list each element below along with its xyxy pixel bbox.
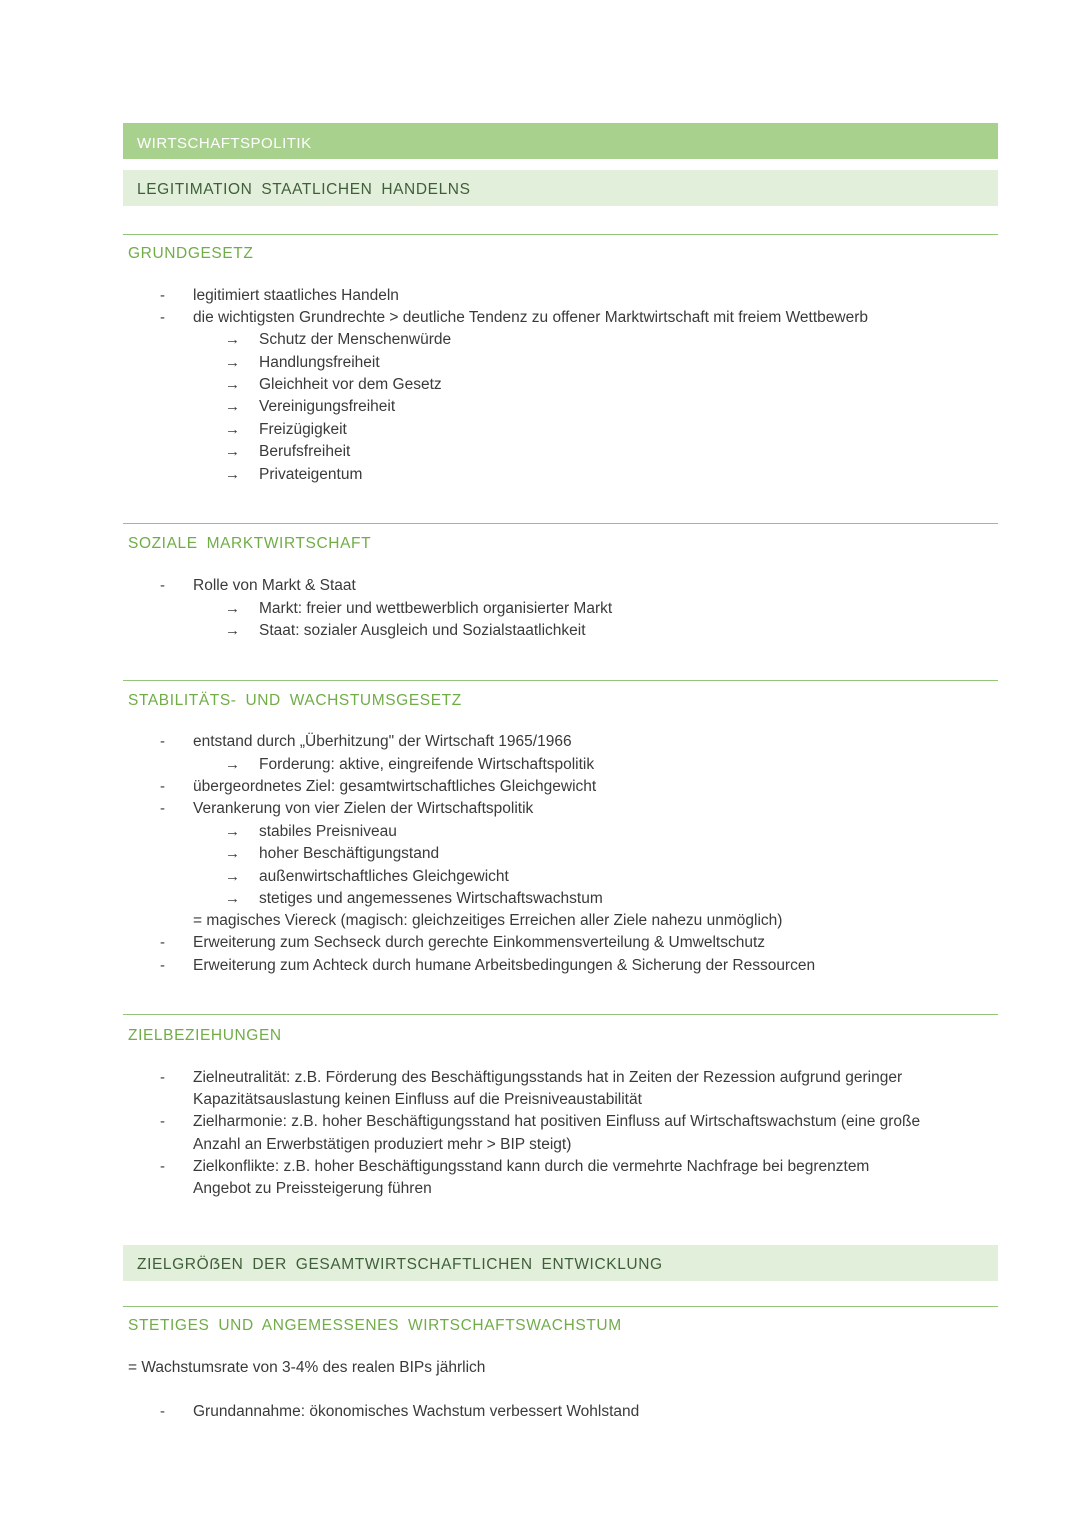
section-rule: [123, 234, 998, 235]
arrow-icon: →: [225, 376, 240, 393]
bullet-dash: -: [160, 934, 165, 951]
bullet-text: entstand durch „Überhitzung" der Wirtschaft 1965/1966: [193, 733, 572, 750]
section-title-zielbeziehungen: ZIELBEZIEHUNGEN: [128, 1027, 282, 1044]
bullet-text: Zielneutralität: z.B. Förderung des Beschäftigungsstands hat in Zeiten der Rezession aufgrund geringer: [193, 1069, 903, 1086]
bullet-text: Zielharmonie: z.B. hoher Beschäftigungsstand hat positiven Einfluss auf Wirtschaftswachstum (eine große: [193, 1113, 921, 1130]
sub-bullet-text: Schutz der Menschenwürde: [259, 331, 452, 348]
main-banner: [123, 123, 998, 159]
section-title-soziale-marktwirtschaft: SOZIALE MARKTWIRTSCHAFT: [128, 535, 372, 552]
bullet-dash: -: [160, 1113, 165, 1130]
sub-bullet-text: Handlungsfreiheit: [259, 354, 380, 371]
sub-banner-zielgroessen-title: ZIELGRÖẞEN DER GESAMTWIRTSCHAFTLICHEN ENTWICKLUNG: [137, 1256, 663, 1273]
arrow-icon: →: [225, 823, 240, 840]
magic-square-note: = magisches Viereck (magisch: gleichzeitiges Erreichen aller Ziele nahezu unmöglich): [193, 912, 783, 929]
arrow-icon: →: [225, 398, 240, 415]
bullet-text: Rolle von Markt & Staat: [193, 577, 356, 594]
sub-banner-legitimation: [123, 170, 998, 206]
sub-bullet-text: stetiges und angemessenes Wirtschaftswachstum: [259, 890, 603, 907]
section-title-stabilitaetsgesetz: STABILITÄTS- UND WACHSTUMSGESETZ: [128, 692, 462, 709]
sub-bullet-text: hoher Beschäftigungstand: [259, 845, 440, 862]
bullet-text: übergeordnetes Ziel: gesamtwirtschaftliches Gleichgewicht: [193, 778, 597, 795]
section-rule: [123, 680, 998, 681]
bullet-dash: -: [160, 309, 165, 326]
arrow-icon: →: [225, 890, 240, 907]
bullet-dash: -: [160, 1158, 165, 1175]
arrow-icon: →: [225, 600, 240, 617]
bullet-text-continued: Anzahl an Erwerbstätigen produziert mehr > BIP steigt): [193, 1136, 572, 1153]
sub-banner-zielgroessen: [123, 1245, 998, 1281]
arrow-icon: →: [225, 622, 240, 639]
sub-bullet-text: Freizügigkeit: [259, 421, 347, 438]
bullet-text-continued: Kapazitätsauslastung keinen Einfluss auf die Preisniveaustabilität: [193, 1091, 642, 1108]
sub-bullet-text: außenwirtschaftliches Gleichgewicht: [259, 868, 509, 885]
sub-bullet-text: Gleichheit vor dem Gesetz: [259, 376, 442, 393]
bullet-dash: -: [160, 1403, 165, 1420]
section-title-wirtschaftswachstum: STETIGES UND ANGEMESSENES WIRTSCHAFTSWACHSTUM: [128, 1317, 622, 1334]
sub-bullet-text: Staat: sozialer Ausgleich und Sozialstaatlichkeit: [259, 622, 586, 639]
growth-rate-definition: = Wachstumsrate von 3-4% des realen BIPs jährlich: [128, 1359, 486, 1376]
bullet-text: Erweiterung zum Sechseck durch gerechte Einkommensverteilung & Umweltschutz: [193, 934, 766, 951]
arrow-icon: →: [225, 443, 240, 460]
arrow-icon: →: [225, 756, 240, 773]
bullet-text-continued: Angebot zu Preissteigerung führen: [193, 1180, 432, 1197]
arrow-icon: →: [225, 354, 240, 371]
section-rule: [123, 523, 998, 524]
sub-banner-legitimation-title: LEGITIMATION STAATLICHEN HANDELNS: [137, 181, 471, 198]
sub-bullet-text: Forderung: aktive, eingreifende Wirtschaftspolitik: [259, 756, 595, 773]
bullet-text: Grundannahme: ökonomisches Wachstum verbessert Wohlstand: [193, 1403, 640, 1420]
bullet-text: Verankerung von vier Zielen der Wirtschaftspolitik: [193, 800, 534, 817]
bullet-dash: -: [160, 800, 165, 817]
arrow-icon: →: [225, 421, 240, 438]
sub-bullet-text: Vereinigungsfreiheit: [259, 398, 396, 415]
bullet-dash: -: [160, 957, 165, 974]
bullet-dash: -: [160, 287, 165, 304]
bullet-text: Zielkonflikte: z.B. hoher Beschäftigungsstand kann durch die vermehrte Nachfrage bei begrenztem: [193, 1158, 870, 1175]
bullet-text: Erweiterung zum Achteck durch humane Arbeitsbedingungen & Sicherung der Ressourcen: [193, 957, 816, 974]
arrow-icon: →: [225, 331, 240, 348]
arrow-icon: →: [225, 466, 240, 483]
sub-bullet-text: Privateigentum: [259, 466, 363, 483]
bullet-dash: -: [160, 577, 165, 594]
sub-bullet-text: Markt: freier und wettbewerblich organisierter Markt: [259, 600, 613, 617]
arrow-icon: →: [225, 868, 240, 885]
bullet-dash: -: [160, 733, 165, 750]
main-banner-title: WIRTSCHAFTSPOLITIK: [137, 135, 312, 152]
section-title-grundgesetz: GRUNDGESETZ: [128, 245, 254, 262]
bullet-text: legitimiert staatliches Handeln: [193, 287, 399, 304]
bullet-dash: -: [160, 778, 165, 795]
arrow-icon: →: [225, 845, 240, 862]
sub-bullet-text: Berufsfreiheit: [259, 443, 351, 460]
section-rule: [123, 1306, 998, 1307]
bullet-text: die wichtigsten Grundrechte > deutliche Tendenz zu offener Marktwirtschaft mit freiem Wettbewerb: [193, 309, 869, 326]
bullet-dash: -: [160, 1069, 165, 1086]
sub-bullet-text: stabiles Preisniveau: [259, 823, 397, 840]
section-rule: [123, 1014, 998, 1015]
